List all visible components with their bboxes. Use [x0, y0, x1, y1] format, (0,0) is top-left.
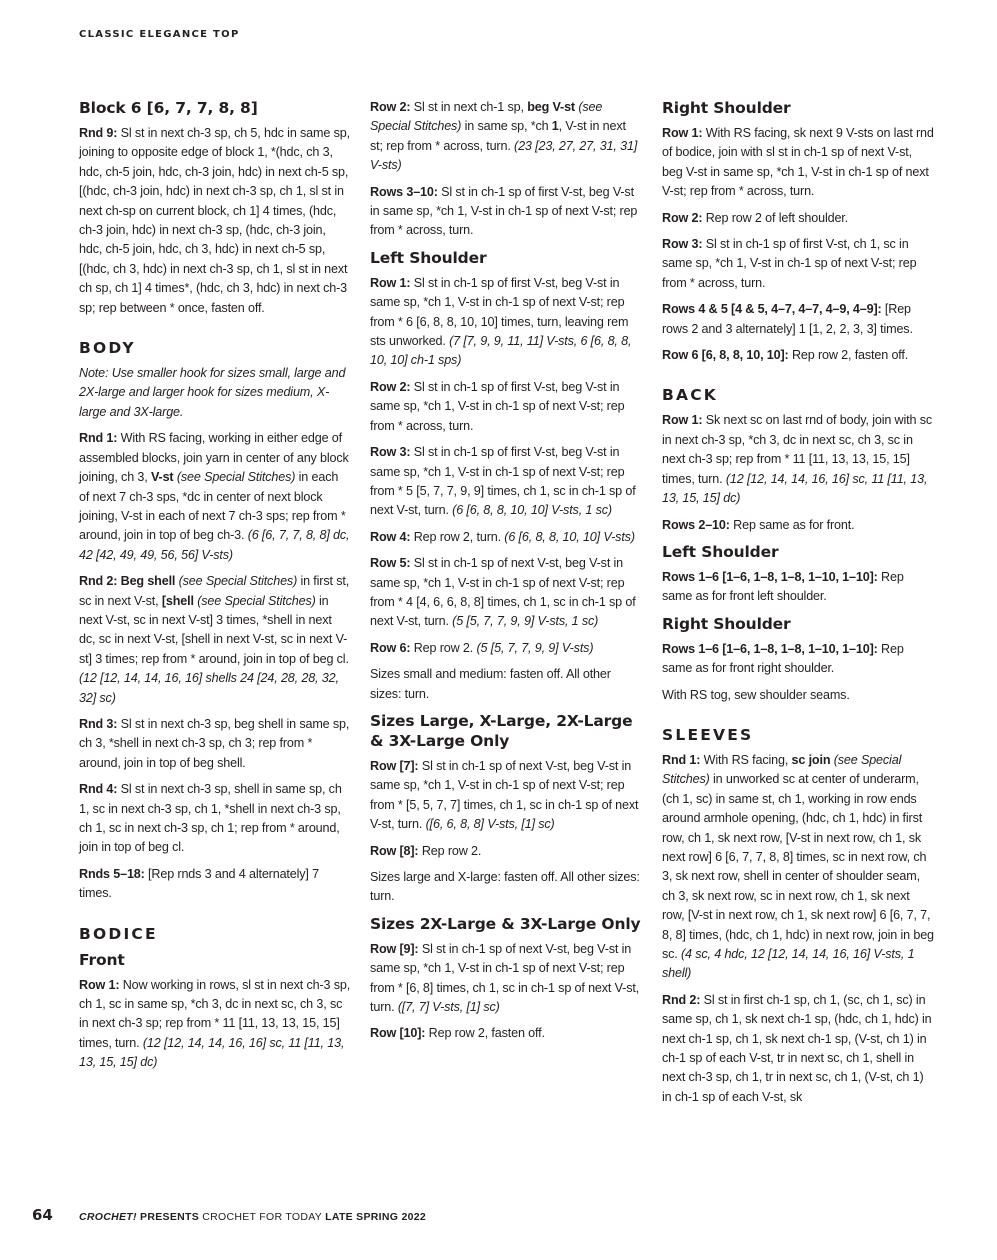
body-rnd3-text: Sl st in next ch-3 sp, beg shell in same sp, ch 3, *shell in next ch-3 sp, ch 3; rep from * around, join in top of beg shell. — [79, 716, 350, 770]
back-heading: BACK — [662, 386, 718, 405]
front-row2-label: Row 2: — [370, 100, 411, 114]
rs-row2-label: Row 2: — [662, 210, 703, 225]
back-row1-paragraph — [662, 411, 934, 508]
rs-row6-text: Rep row 2, fasten off. — [788, 348, 909, 363]
body-rnds5-18-paragraph — [79, 865, 351, 904]
row10-paragraph — [370, 1024, 642, 1043]
rnd9-label: Rnd 9: — [79, 126, 118, 140]
sleeve-rnd2-label: Rnd 2: — [662, 992, 701, 1007]
right-shoulder-heading: Right Shoulder — [662, 99, 791, 117]
back-ls-label: Rows 1–6 [1–6, 1–8, 1–8, 1–10, 1–10]: — [662, 569, 878, 584]
body-rnd1-paragraph — [79, 429, 351, 565]
body-note — [79, 364, 351, 422]
ls-row5-paragraph — [370, 554, 642, 632]
body-rnd2-paragraph — [79, 572, 351, 708]
ls-row6-text: Rep row 2. — [410, 640, 477, 655]
back-rs-label: Rows 1–6 [1–6, 1–8, 1–8, 1–10, 1–10]: — [662, 641, 878, 656]
body-rnd1-count: (6 [6, 7, 7, 8, 8] dc, 42 [42, 49, 49, 56, 56] V-sts) — [79, 528, 350, 562]
body-rnd2-text-b: in next V-st, sc in next V-st] 3 times, *shell in next dc, sc in next V-st, [shell in next V-st, sc in next V-st] 3 times; rep from * around, join in top of beg cl. — [79, 593, 349, 666]
front-heading: Front — [79, 950, 125, 969]
front-row1-count: (12 [12, 14, 14, 16, 16] sc, 11 [11, 13, 13, 15, 15] dc) — [79, 1035, 345, 1070]
ls-row5-count: (5 [5, 7, 7, 9, 9] V-sts, 1 sc) — [452, 614, 599, 629]
body-rnd3-label: Rnd 3: — [79, 716, 118, 731]
xx-sizes-heading: Sizes 2X-Large & 3X-Large Only — [370, 914, 641, 933]
presents-word: PRESENTS — [136, 1211, 203, 1223]
front-row2-text-b: in same sp, *ch — [461, 119, 552, 134]
row8-label: Row [8]: — [370, 843, 419, 858]
back-rows2-10-label: Rows 2–10: — [662, 517, 730, 532]
block6-heading: Block 6 [6, 7, 7, 8, 8] — [79, 99, 258, 117]
running-title: CLASSIC ELEGANCE TOP — [79, 29, 240, 40]
ls-row2-paragraph — [370, 378, 642, 436]
back-rs-paragraph — [662, 640, 934, 679]
row7-text: Sl st in ch-1 sp of next V-st, beg V-st in same sp, *ch 1, V-st in ch-1 sp of next V-st; rep from * [5, 5, 7, 7] times, ch 1, sc in ch-1 sp of next V-st, turn. — [370, 758, 639, 832]
front-row1-paragraph — [79, 976, 351, 1073]
sleeve-rnd1-paragraph — [662, 751, 934, 984]
ls-row1-count: (7 [7, 9, 9, 11, 11] V-sts, 6 [6, 8, 8, 10, 10] ch-1 sps) — [370, 334, 632, 368]
ls-row1-paragraph — [370, 274, 642, 371]
body-rnd4-label: Rnd 4: — [79, 782, 118, 797]
column-1 — [79, 98, 351, 1080]
body-rnd2-shell: [shell — [161, 593, 194, 608]
back-row1-count: (12 [12, 14, 14, 16, 16] sc, 11 [11, 13, 13, 15, 15] dc) — [662, 471, 928, 506]
back-rs-text: Rep same as for front right shoulder. — [662, 641, 904, 676]
row10-label: Row [10]: — [370, 1026, 426, 1041]
rs-row1-paragraph — [662, 124, 934, 202]
ls-row4-label: Row 4: — [370, 529, 411, 544]
sleeve-rnd1-count: (4 sc, 4 hdc, 12 [12, 14, 14, 16, 16] V-sts, 1 shell) — [662, 947, 915, 981]
front-row2-count: (23 [23, 27, 27, 31, 31] V-sts) — [370, 138, 638, 173]
back-rows2-10-paragraph — [662, 516, 934, 535]
ls-row5-label: Row 5: — [370, 556, 411, 571]
ls-row4-text: Rep row 2, turn. — [410, 529, 505, 544]
sleeve-rnd1-sc-join: sc join — [791, 752, 831, 767]
page-footer — [0, 1206, 997, 1230]
ls-row4-count: (6 [6, 8, 8, 10, 10] V-sts) — [504, 529, 635, 544]
rs-row3-text: Sl st in ch-1 sp of first V-st, ch 1, sc in same sp, *ch 1, V-st in ch-1 sp of next V-st; rep from * across, turn. — [662, 237, 917, 290]
row9-label: Row [9]: — [370, 941, 419, 956]
large-sizes-heading: Sizes Large, X-Large, 2X-Large & 3X-Large Only — [370, 711, 633, 750]
rs-row6-label: Row 6 [6, 8, 8, 10, 10]: — [662, 348, 789, 363]
ls-row6-paragraph — [370, 639, 642, 658]
rs-row2-paragraph — [662, 209, 934, 228]
front-row2-one: 1 — [551, 119, 559, 134]
publication-line — [79, 1211, 426, 1223]
ls-row1-label: Row 1: — [370, 275, 411, 290]
front-row2-text-a: Sl st in next ch-1 sp, — [410, 100, 528, 114]
sew-seams-text: With RS tog, sew shoulder seams. — [662, 687, 850, 702]
ls-row3-paragraph — [370, 443, 642, 521]
ls-row2-label: Row 2: — [370, 379, 411, 394]
back-ls-text: Rep same as for front left shoulder. — [662, 569, 904, 604]
body-rnd4-paragraph — [79, 780, 351, 858]
column-3 — [662, 98, 934, 1114]
back-rows2-10-text: Rep same as for front. — [729, 517, 855, 532]
body-rnd1-text-a: With RS facing, working in either edge of assembled blocks, join yarn in center of any block joining, ch 3, — [79, 431, 349, 485]
ls-row3-count: (6 [6, 8, 8, 10, 10] V-sts, 1 sc) — [452, 503, 612, 518]
body-rnd2-label: Rnd 2: Beg shell — [79, 574, 176, 589]
row9-count: ([7, 7] V-sts, [1] sc) — [397, 1000, 500, 1015]
front-row2-ref: (see Special Stitches) — [370, 100, 603, 134]
front-row2-paragraph — [370, 98, 642, 176]
magazine-name: CROCHET! — [79, 1211, 137, 1223]
sleeve-rnd2-text: Sl st in first ch-1 sp, ch 1, (sc, ch 1, sc) in same sp, ch 1, sk next ch-1 sp, (hdc, ch 1, hdc) in next ch-1 sp, ch 1, sk next ch-1 sp, (V-st, ch 1) in ch-1 sp of each V-st, tr in next sc, ch 1, shell in next ch-3 sp, ch 1, tr in next sc, ch 1, (V-st, ch 1) in ch-1 sp of each V-st, sk — [662, 992, 932, 1104]
rs-row2-text: Rep row 2 of left shoulder. — [702, 210, 848, 225]
ls-row6-label: Row 6: — [370, 640, 411, 655]
column-2 — [370, 98, 642, 1051]
row9-text: Sl st in ch-1 sp of next V-st, beg V-st in same sp, *ch 1, V-st in ch-1 sp of next V-st; rep from * [6, 8] times, ch 1, sc in ch-1 sp of next V-st, turn. — [370, 941, 640, 1015]
body-rnd4-text: Sl st in next ch-3 sp, shell in same sp, ch 1, sc in next ch-3 sp, ch 1, *shell in next ch-3 sp, ch 1, sc in next ch-3 sp, ch 1; rep from * around, join in top of beg cl. — [79, 782, 342, 855]
body-rnds5-18-label: Rnds 5–18: — [79, 866, 145, 881]
sleeve-rnd1-text-b: in unworked sc at center of underarm, (ch 1, sc) in same st, ch 1, working in row ends around armhole opening, (hdc, ch 1, hdc) in first row, ch 1, sk next row, [V-st in next row, ch 1, sk next row] 6 [6, 7, 7, 8, 8] times, sc in next row, ch 3, sk next row, shell in center of shoulder seam, ch 3, sk next row, sc in next row, ch 1, sk next row, [V-st in next row, ch 1, sk next row] 6 [6, 7, 7, 8, 8] times, (hdc, ch 1, hdc) in next row, join in beg sc. — [662, 772, 934, 961]
ls-row3-label: Row 3: — [370, 445, 411, 460]
body-rnd1-ref: (see Special Stitches) — [173, 470, 296, 485]
rnd9-text: Sl st in next ch-3 sp, ch 5, hdc in same sp, joining to opposite edge of block 1, *(hdc, ch 3, hdc, ch-5 join, hdc, ch-3 join, hdc) in next ch-5 sp, [(hdc, ch-3 join, hdc) in next ch-3 sp, ch 1, sl st in next ch-sp on current block, ch 1] 4 times, (hdc, ch-3 join, hdc) in next ch-3 sp, (hdc, ch-3 join, hdc, ch-5 join, hdc, ch 3, hdc) in next ch-5 sp, [(hdc, ch 3, hdc) in next ch-3 sp, ch 1, sl st in next ch sp, ch 1] 4 times*, (hdc, ch 3, hdc) in next ch-3 sp; rep between * once, fasten off. — [79, 126, 350, 315]
front-row1-text: Now working in rows, sl st in next ch-3 sp, ch 1, sc in same sp, *ch 3, dc in next sc, ch 3, sc in next ch-3 sp; rep from * 11 [11, 13, 13, 15, 15] times, turn. — [79, 977, 351, 1050]
bodice-heading: BODICE — [79, 924, 158, 943]
rs-row1-text: With RS facing, sk next 9 V-sts on last rnd of bodice, join with sl st in ch-1 sp of next V-st, beg V-st in same sp, *ch 1, V-st in ch-1 sp of next V-st; rep from * across, turn. — [662, 126, 934, 199]
back-left-shoulder-heading: Left Shoulder — [662, 542, 779, 561]
row10-text: Rep row 2, fasten off. — [425, 1026, 545, 1041]
left-shoulder-heading: Left Shoulder — [370, 248, 487, 267]
publication-title: CROCHET FOR TODAY — [202, 1211, 326, 1223]
body-rnd1-label: Rnd 1: — [79, 431, 118, 446]
body-rnd2-count: (12 [12, 14, 14, 16, 16] shells 24 [24, 28, 28, 32, 32] sc) — [79, 671, 339, 705]
sleeves-heading: SLEEVES — [662, 725, 754, 744]
rs-row1-label: Row 1: — [662, 126, 703, 140]
front-row2-beg-vst: beg V-st — [527, 100, 575, 114]
body-heading: BODY — [79, 339, 136, 358]
ls-row1-text: Sl st in ch-1 sp of first V-st, beg V-st in same sp, *ch 1, V-st in ch-1 sp of next V-st; rep from * 6 [6, 8, 8, 10, 10] times, turn, leaving rem sts unworked. — [370, 275, 629, 349]
rs-rows4-5-paragraph — [662, 300, 934, 339]
front-row1-label: Row 1: — [79, 977, 120, 992]
body-rnds5-18-text: [Rep rnds 3 and 4 alternately] 7 times. — [79, 866, 319, 901]
back-ls-paragraph — [662, 568, 934, 607]
sleeve-rnd1-ref: (see Special Stitches) — [662, 752, 902, 787]
row9-paragraph — [370, 940, 642, 1018]
row7-count: ([6, 6, 8, 8] V-sts, [1] sc) — [425, 817, 555, 832]
ls-row3-text: Sl st in ch-1 sp of first V-st, beg V-st in same sp, *ch 1, V-st in ch-1 sp of next V-st; rep from * 5 [5, 7, 7, 9, 9] times, ch 1, sc in ch-1 sp of next V-st, turn. — [370, 445, 636, 518]
body-rnd2-ref1: (see Special Stitches) — [175, 574, 298, 589]
rs-row3-label: Row 3: — [662, 237, 703, 252]
rs-row3-paragraph — [662, 235, 934, 293]
body-rnd1-vst: V-st — [150, 470, 174, 485]
front-rows3-10-label: Rows 3–10: — [370, 184, 438, 199]
row7-paragraph — [370, 757, 642, 835]
row7-label: Row [7]: — [370, 758, 419, 773]
row8-paragraph — [370, 842, 642, 861]
front-row2-text-c: , V-st in next st; rep from * across, turn. — [370, 119, 626, 153]
page-number: 64 — [32, 1206, 53, 1224]
body-rnd1-text-b: in each of next 7 ch-3 sps, *dc in center of next block joining, V-st in each of next 7 ch-3 sps; rep from * around, join in top of beg ch-3. — [79, 470, 346, 543]
body-note-text: Note: Use smaller hook for sizes small, large and 2X-large and larger hook for sizes medium, X-large and 3X-large. — [79, 366, 346, 419]
rs-row6-paragraph — [662, 346, 934, 365]
sleeve-rnd1-label: Rnd 1: — [662, 752, 701, 767]
ls-sizes-note: Sizes small and medium: fasten off. All other sizes: turn. — [370, 667, 611, 701]
front-rows3-10-paragraph — [370, 183, 642, 241]
sleeve-rnd2-paragraph — [662, 991, 934, 1107]
front-rows3-10-text: Sl st in ch-1 sp of first V-st, beg V-st in same sp, *ch 1, V-st in ch-1 sp of next V-st; rep from * across, turn. — [370, 184, 638, 238]
back-row1-label: Row 1: — [662, 413, 703, 428]
back-row1-text: Sk next sc on last rnd of body, join with sc in next ch-3 sp, *ch 3, dc in next sc, ch 3, sc in next ch-3 sp; rep from * 11 [11, 13, 13, 15, 15] times, turn. — [662, 413, 933, 486]
body-rnd3-paragraph — [79, 715, 351, 773]
rs-rows4-5-label: Rows 4 & 5 [4 & 5, 4–7, 4–7, 4–9, 4–9]: — [662, 302, 882, 317]
sleeve-rnd1-text-a: With RS facing, — [700, 752, 792, 767]
ls-row4-paragraph — [370, 528, 642, 547]
rnd9-paragraph — [79, 124, 351, 318]
rs-rows4-5-text: [Rep rows 2 and 3 alternately] 1 [1, 2, 2, 3, 3] times. — [662, 302, 913, 336]
lx-sizes-note: Sizes large and X-large: fasten off. All other sizes: turn. — [370, 870, 640, 904]
ls-row5-text: Sl st in ch-1 sp of next V-st, beg V-st in same sp, *ch 1, V-st in ch-1 sp of next V-st; rep from * 4 [4, 6, 6, 8, 8] times, ch 1, sc in ch-1 sp of next V-st, turn. — [370, 556, 636, 629]
body-rnd2-text-a: in first st, sc in next V-st, — [79, 574, 350, 608]
back-right-shoulder-heading: Right Shoulder — [662, 614, 791, 633]
body-rnd2-ref2: (see Special Stitches) — [193, 593, 316, 608]
row8-text: Rep row 2. — [418, 843, 482, 858]
ls-row2-text: Sl st in ch-1 sp of first V-st, beg V-st in same sp, *ch 1, V-st in ch-1 sp of next V-st; rep from * across, turn. — [370, 379, 625, 433]
issue-name: LATE SPRING 2022 — [325, 1211, 427, 1223]
ls-row6-count: (5 [5, 7, 7, 9, 9] V-sts) — [476, 640, 594, 655]
